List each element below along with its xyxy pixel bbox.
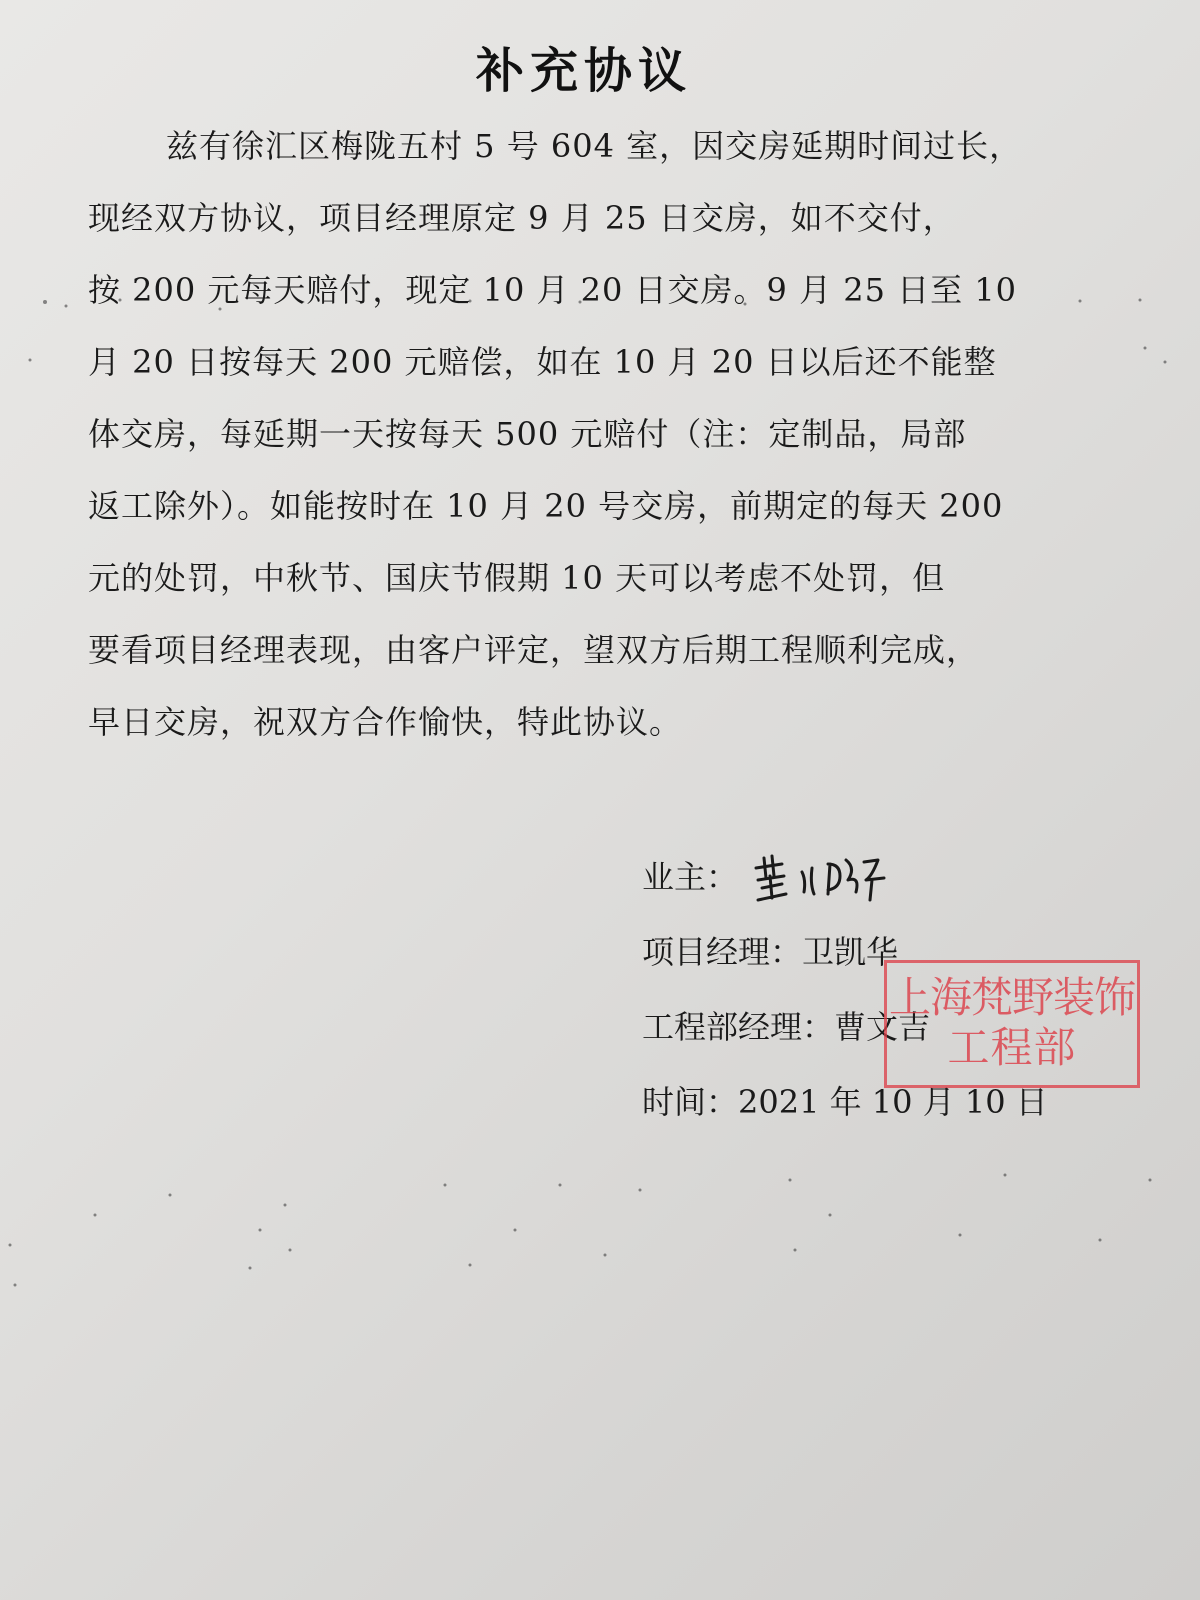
date-value: 2021 年 10 月 10 日: [738, 1083, 1048, 1121]
document-title: 补充协议: [475, 43, 692, 99]
engineering-manager-label: 工程部经理：: [642, 1008, 835, 1046]
owner-row: [642, 840, 1162, 915]
date-row: [642, 1065, 1162, 1140]
body-line: 现经双方协议，项目经理原定 9 月 25 日交房，如不交付，: [88, 199, 956, 237]
body-line: 兹有徐汇区梅陇五村 5 号 604 室，因交房延期时间过长，: [166, 127, 1023, 165]
engineering-manager-row: [642, 990, 1162, 1065]
body-line: 返工除外）。如能按时在 10 月 20 号交房，前期定的每天 200: [88, 487, 1004, 525]
stamp-company-name: 上海梵野装饰: [888, 973, 1135, 1022]
project-manager-name: 卫凯华: [802, 933, 899, 971]
stamp-department: 工程部: [947, 1023, 1077, 1072]
body-line: 月 20 日按每天 200 元赔偿，如在 10 月 20 日以后还不能整: [88, 343, 997, 381]
owner-handwritten-signature: [752, 850, 902, 910]
owner-label: 业主：: [642, 858, 739, 896]
body-line: 元的处罚，中秋节、国庆节假期 10 天可以考虑不处罚，但: [88, 559, 946, 597]
body-line: 体交房，每延期一天按每天 500 元赔付（注：定制品，局部: [88, 415, 967, 453]
signature-block: [642, 840, 1162, 1140]
body-line: 要看项目经理表现，由客户评定，望双方后期工程顺利完成，: [88, 631, 980, 669]
agreement-body: [88, 110, 1088, 758]
body-line: 早日交房，祝双方合作愉快，特此协议。: [88, 703, 683, 741]
body-line: 按 200 元每天赔付，现定 10 月 20 日交房。9 月 25 日至 10: [88, 271, 1018, 309]
project-manager-label: 项目经理：: [642, 933, 803, 971]
engineering-manager-name: 曹文吉: [834, 1008, 931, 1046]
project-manager-row: [642, 915, 1162, 990]
date-label: 时间：: [642, 1083, 739, 1121]
